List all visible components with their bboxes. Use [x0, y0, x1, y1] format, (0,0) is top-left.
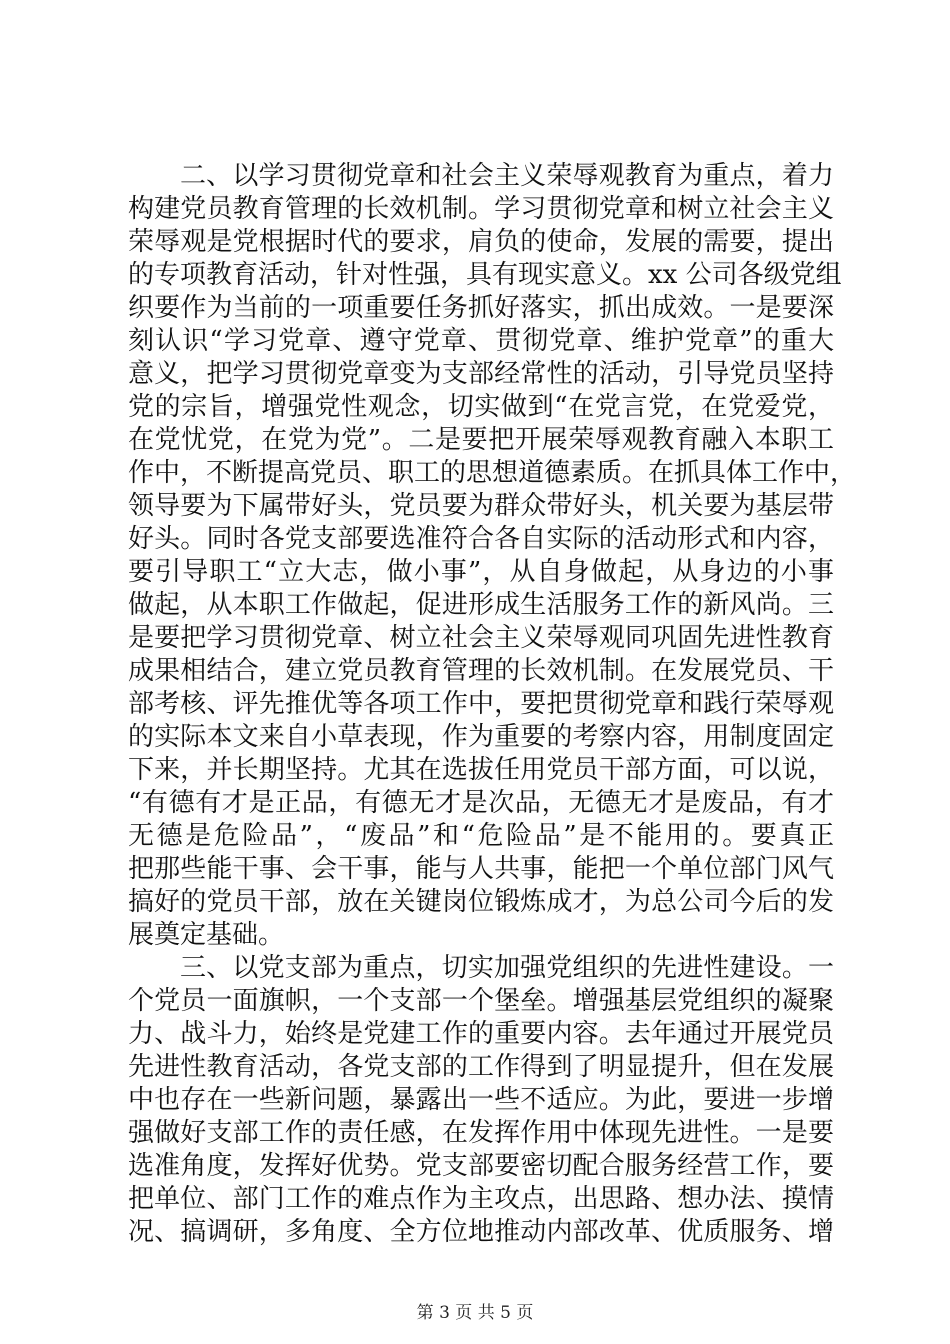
paragraph-line: 要引导职工“立大志，做小事”，从自身做起，从身边的小事	[128, 557, 834, 587]
paragraph-line: 把单位、部门工作的难点作为主攻点，出思路、想办法、摸情	[128, 1184, 834, 1214]
paragraph-line: 先进性教育活动，各党支部的工作得到了明显提升，但在发展	[128, 1052, 834, 1082]
paragraph	[128, 952, 834, 1249]
page-footer: 第 3 页 共 5 页	[416, 1303, 534, 1323]
paragraph-line: 搞好的党员干部，放在关键岗位锻炼成才，为总公司今后的发	[128, 887, 834, 917]
paragraph-line: 是要把学习贯彻党章、树立社会主义荣辱观同巩固先进性教育	[128, 623, 834, 653]
paragraph-line: 部考核、评先推优等各项工作中，要把贯彻党章和践行荣辱观	[128, 689, 834, 719]
paragraph-line: 选准角度，发挥好优势。党支部要密切配合服务经营工作，要	[128, 1151, 834, 1181]
paragraph-line: 党的宗旨，增强党性观念，切实做到“在党言党，在党爱党，	[128, 392, 834, 422]
paragraph	[128, 160, 857, 952]
paragraph-line: 况、搞调研，多角度、全方位地推动内部改革、优质服务、增	[128, 1217, 834, 1247]
paragraph-line: 中也存在一些新问题，暴露出一些不适应。为此，要进一步增	[128, 1085, 834, 1115]
paragraph-line: 的实际本文来自小草表现，作为重要的考察内容，用制度固定	[128, 722, 834, 752]
paragraph-line: 把那些能干事、会干事，能与人共事，能把一个单位部门风气	[128, 854, 834, 884]
paragraph-line: 好头。同时各党支部要选准符合各自实际的活动形式和内容，	[128, 524, 834, 554]
paragraph-line: 在党忧党，在党为党”。二是要把开展荣辱观教育融入本职工	[128, 425, 834, 455]
paragraph-line: 成果相结合，建立党员教育管理的长效机制。在发展党员、干	[128, 656, 834, 686]
paragraph-line: 下来，并长期坚持。尤其在选拔任用党员干部方面，可以说，	[128, 755, 834, 785]
paragraph-line: 刻认识“学习党章、遵守党章、贯彻党章、维护党章”的重大	[128, 326, 834, 356]
paragraph-line: 无德是危险品”，“废品”和“危险品”是不能用的。要真正	[128, 821, 834, 851]
paragraph-line: 织要作为当前的一项重要任务抓好落实，抓出成效。一是要深	[128, 293, 834, 323]
paragraph-line: 二、以学习贯彻党章和社会主义荣辱观教育为重点，着力	[180, 161, 834, 191]
paragraph-line: 三、以党支部为重点，切实加强党组织的先进性建设。一	[180, 953, 834, 983]
paragraph-line: 荣辱观是党根据时代的要求，肩负的使命，发展的需要，提出	[128, 227, 834, 257]
paragraph-line: 做起，从本职工作做起，促进形成生活服务工作的新风尚。三	[128, 590, 834, 620]
paragraph-line: 展奠定基础。	[128, 920, 285, 950]
paragraph-line: 个党员一面旗帜，一个支部一个堡垒。增强基层党组织的凝聚	[128, 986, 834, 1016]
paragraph-line: “有德有才是正品，有德无才是次品，无德无才是废品，有才	[128, 788, 834, 818]
paragraph-line: 作中，不断提高党员、职工的思想道德素质。在抓具体工作中，	[128, 458, 857, 488]
document-body	[128, 160, 857, 1249]
paragraph-line: 构建党员教育管理的长效机制。学习贯彻党章和树立社会主义	[128, 194, 834, 224]
paragraph-line: 意义，把学习贯彻党章变为支部经常性的活动，引导党员坚持	[128, 359, 834, 389]
paragraph-line: 力、战斗力，始终是党建工作的重要内容。去年通过开展党员	[128, 1019, 834, 1049]
paragraph-line: 的专项教育活动，针对性强，具有现实意义。xx 公司各级党组	[128, 260, 842, 290]
paragraph-line: 强做好支部工作的责任感，在发挥作用中体现先进性。一是要	[128, 1118, 834, 1148]
paragraph-line: 领导要为下属带好头，党员要为群众带好头，机关要为基层带	[128, 491, 834, 521]
